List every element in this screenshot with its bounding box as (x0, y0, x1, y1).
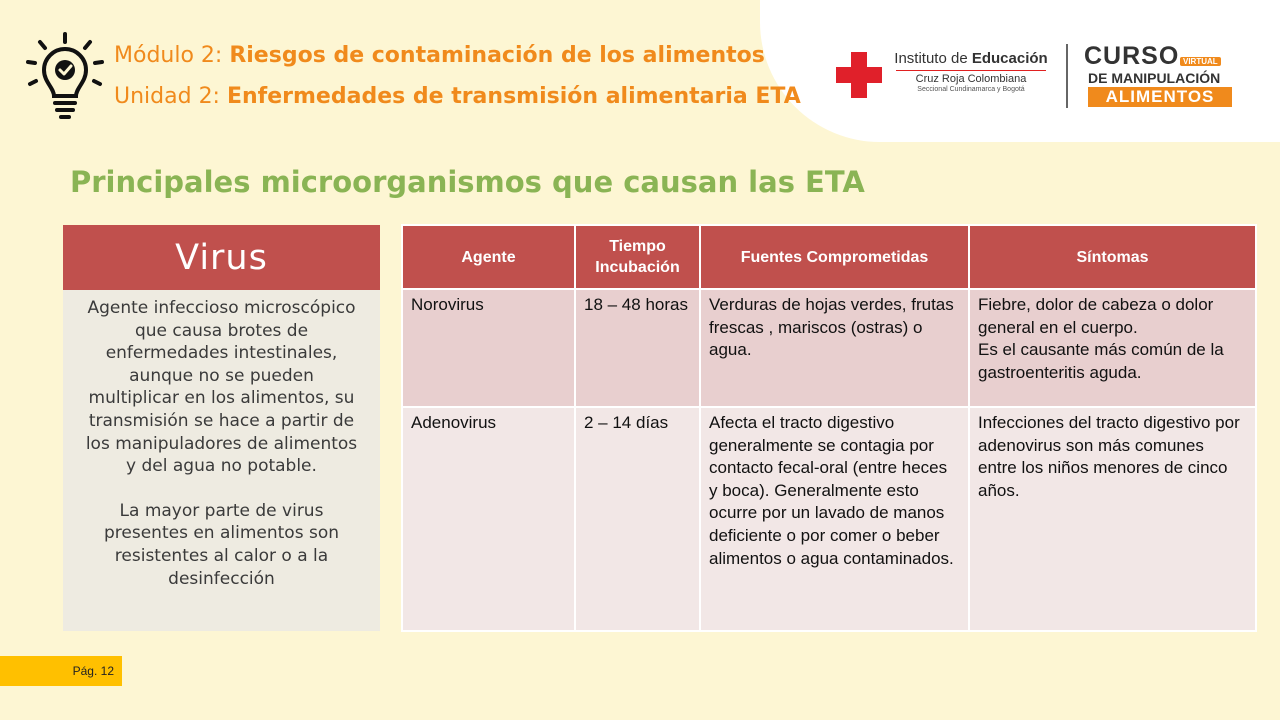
cell-sintomas (969, 289, 1256, 407)
cell-fuentes: Verduras de hojas verdes, frutas frescas , mariscos (ostras) o agua. (700, 289, 969, 407)
cell-tiempo: 18 – 48 horas (575, 289, 700, 407)
institute-logo (894, 50, 1048, 93)
table-row (402, 289, 1256, 407)
module-heading: Módulo 2: Riesgos de contaminación de los alimentos (114, 43, 765, 68)
course-logo-line2: DE MANIPULACIÓN (1088, 70, 1221, 86)
course-logo-virtual-badge: VIRTUAL (1180, 57, 1221, 66)
virus-panel-heading: Virus (63, 225, 380, 290)
page-number: Pág. 12 (0, 656, 122, 686)
eta-table (401, 224, 1257, 632)
virus-description: Agente infeccioso microscópico que causa brotes de enfermedades intestinales, aunque no se pueden multiplicar en los alimentos, su transmisión se hace a partir de los manipuladores de alimentos y del agua no potable. (85, 298, 358, 477)
cell-agente: Norovirus (402, 289, 575, 407)
header-tiempo: Tiempo Incubación (575, 225, 700, 289)
slide-title: Principales microorganismos que causan las ETA (70, 165, 865, 199)
lightbulb-check-icon (24, 32, 106, 122)
symptoms-text: Fiebre, dolor de cabeza o dolor general en el cuerpo. (978, 295, 1214, 337)
table-header-row (402, 225, 1256, 289)
cell-tiempo: 2 – 14 días (575, 407, 700, 631)
cell-sintomas (969, 407, 1256, 631)
institute-name: Instituto de Educación (894, 50, 1048, 67)
course-logo-line3: ALIMENTOS (1088, 87, 1232, 107)
virus-panel (63, 225, 380, 631)
institute-org: Cruz Roja Colombiana (915, 73, 1027, 85)
symptoms-text: Es el causante más común de la gastroenteritis aguda. (978, 340, 1224, 382)
header-agente: Agente (402, 225, 575, 289)
table-row (402, 407, 1256, 631)
red-cross-logo-icon (836, 52, 882, 98)
institute-branch: Seccional Cundinamarca y Bogotá (917, 86, 1025, 93)
virus-resistance-note: La mayor parte de virus presentes en alimentos son resistentes al calor o a la desinfección (104, 500, 339, 589)
cell-fuentes: Afecta el tracto digestivo generalmente se contagia por contacto fecal-oral (entre heces y boca). Generalmente esto ocurre por un lavado de manos deficiente o por comer o beber alimentos o agua contaminados. (700, 407, 969, 631)
institute-rule (896, 70, 1046, 71)
unit-heading: Unidad 2: Enfermedades de transmisión alimentaria ETA (114, 84, 801, 109)
logo-divider (1066, 44, 1068, 108)
symptoms-text: Infecciones del tracto digestivo por adenovirus son más comunes entre los niños menores de cinco años. (978, 413, 1240, 500)
course-logo-word: CURSO (1084, 42, 1180, 70)
header-fuentes: Fuentes Comprometidas (700, 225, 969, 289)
header-sintomas: Síntomas (969, 225, 1256, 289)
cell-agente: Adenovirus (402, 407, 575, 631)
virus-panel-body (63, 290, 380, 631)
